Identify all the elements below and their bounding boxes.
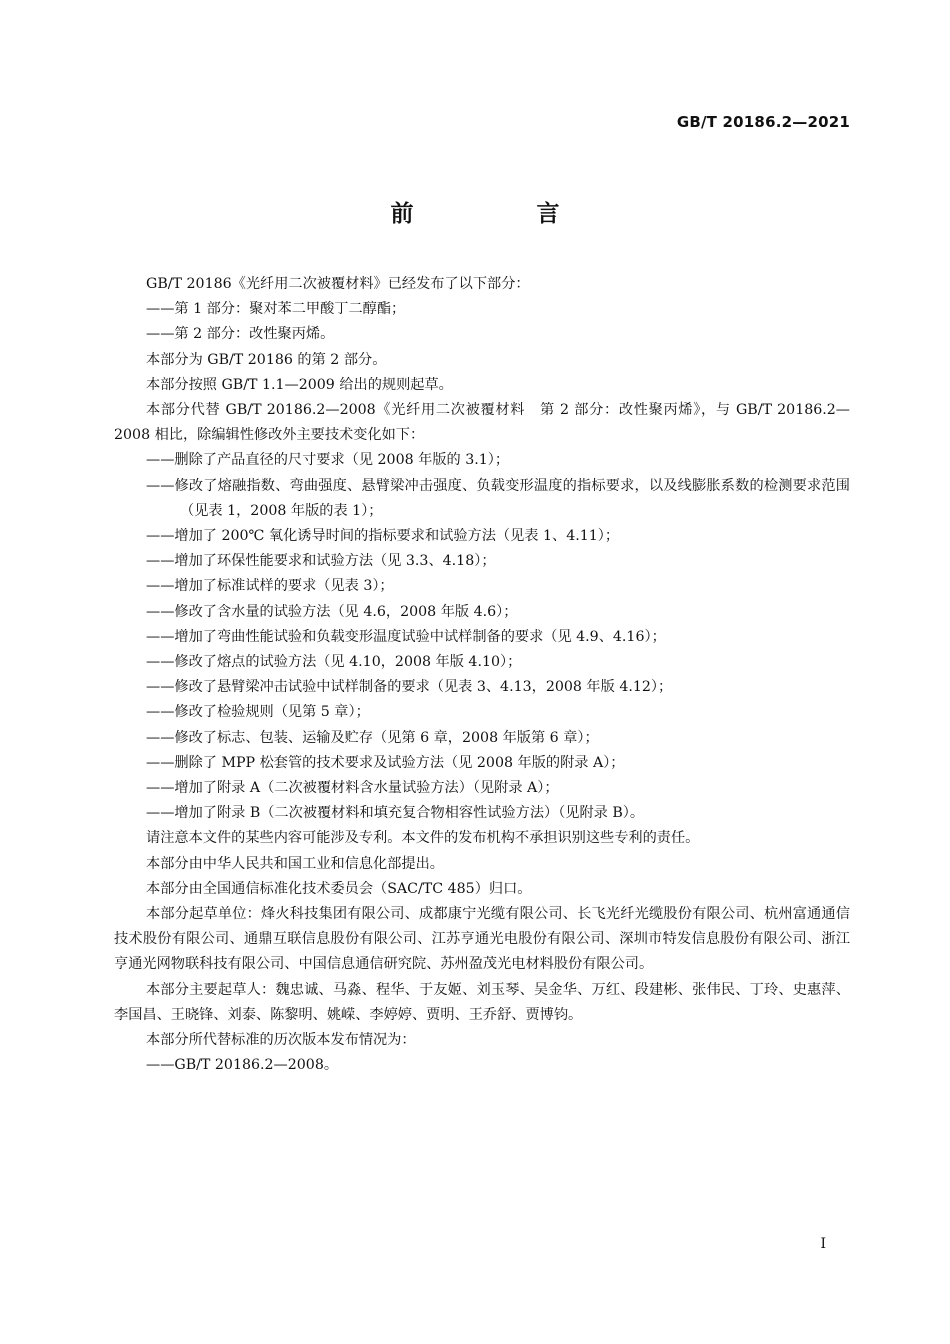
document-body bbox=[114, 272, 850, 1079]
list-item: ——删除了 MPP 松套管的技术要求及试验方法（见 2008 年版的附录 A）； bbox=[146, 754, 625, 771]
list-item: ——增加了附录 A（二次被覆材料含水量试验方法）（见附录 A）； bbox=[146, 780, 559, 797]
list-item: ——删除了产品直径的尺寸要求（见 2008 年版的 3.1）； bbox=[146, 452, 510, 469]
paragraph: 请注意本文件的某些内容可能涉及专利。本文件的发布机构不承担识别这些专利的责任。 bbox=[146, 830, 700, 847]
list-item: ——增加了环保性能要求和试验方法（见 3.3、4.18）； bbox=[146, 553, 496, 570]
paragraph: 本部分所代替标准的历次版本发布情况为： bbox=[146, 1032, 416, 1049]
list-item: ——增加了弯曲性能试验和负载变形温度试验中试样制备的要求（见 4.9、4.16）； bbox=[146, 628, 666, 645]
list-item: ——GB/T 20186.2—2008。 bbox=[146, 1057, 339, 1074]
list-item: ——修改了检验规则（见第 5 章）； bbox=[146, 704, 370, 721]
paragraph: 本部分起草单位：烽火科技集团有限公司、成都康宁光缆有限公司、长飞光纤光缆股份有限公司、杭州富通通信技术股份有限公司、通鼎互联信息股份有限公司、江苏亨通光电股份有限公司、深圳市特发信息股份有限公司、浙江亨通光网物联科技有限公司、中国信息通信研究院、苏州盈茂光电材料股份有限公司。 bbox=[114, 906, 850, 973]
list-item: ——增加了 200℃ 氧化诱导时间的指标要求和试验方法（见表 1、4.11）； bbox=[146, 528, 620, 545]
list-item: ——第 2 部分：改性聚丙烯。 bbox=[146, 326, 335, 343]
paragraph: 本部分按照 GB/T 1.1—2009 给出的规则起草。 bbox=[146, 376, 453, 393]
page-number: I bbox=[820, 1236, 826, 1252]
paragraph: 本部分为 GB/T 20186 的第 2 部分。 bbox=[146, 351, 387, 368]
paragraph: 本部分由中华人民共和国工业和信息化部提出。 bbox=[146, 855, 444, 872]
paragraph: 本部分主要起草人：魏忠诚、马淼、程华、于友姬、刘玉琴、吴金华、万红、段建彬、张伟民、丁玲、史惠萍、李国昌、王晓锋、刘泰、陈黎明、姚嵘、李婷婷、贾明、王乔舒、贾博钧。 bbox=[114, 981, 850, 1023]
paragraph: GB/T 20186《光纤用二次被覆材料》已经发布了以下部分： bbox=[146, 276, 530, 292]
list-item: ——修改了标志、包装、运输及贮存（见第 6 章，2008 年版第 6 章）； bbox=[146, 729, 599, 746]
list-item: ——增加了附录 B（二次被覆材料和填充复合物相容性试验方法）（见附录 B）。 bbox=[146, 805, 645, 822]
page-title: 前 言 bbox=[390, 201, 610, 227]
list-item: ——第 1 部分：聚对苯二甲酸丁二醇酯； bbox=[146, 301, 406, 318]
list-item: ——修改了熔点的试验方法（见 4.10，2008 年版 4.10）； bbox=[146, 654, 522, 671]
standard-number: GB/T 20186.2—2021 bbox=[676, 113, 850, 131]
list-item: ——修改了悬臂梁冲击试验中试样制备的要求（见表 3、4.13，2008 年版 4.12）； bbox=[146, 679, 673, 696]
paragraph: 本部分由全国通信标准化技术委员会（SAC/TC 485）归口。 bbox=[146, 880, 532, 897]
list-item: ——增加了标准试样的要求（见表 3）； bbox=[146, 578, 394, 595]
list-item: ——修改了熔融指数、弯曲强度、悬臂梁冲击强度、负载变形温度的指标要求，以及线膨胀系数的检测要求范围（见表 1，2008 年版的表 1）； bbox=[146, 477, 850, 519]
paragraph: 本部分代替 GB/T 20186.2—2008《光纤用二次被覆材料 第 2 部分：改性聚丙烯》，与 GB/T 20186.2—2008 相比，除编辑性修改外主要技术变化如下： bbox=[114, 402, 850, 444]
list-item: ——修改了含水量的试验方法（见 4.6，2008 年版 4.6）； bbox=[146, 603, 518, 620]
